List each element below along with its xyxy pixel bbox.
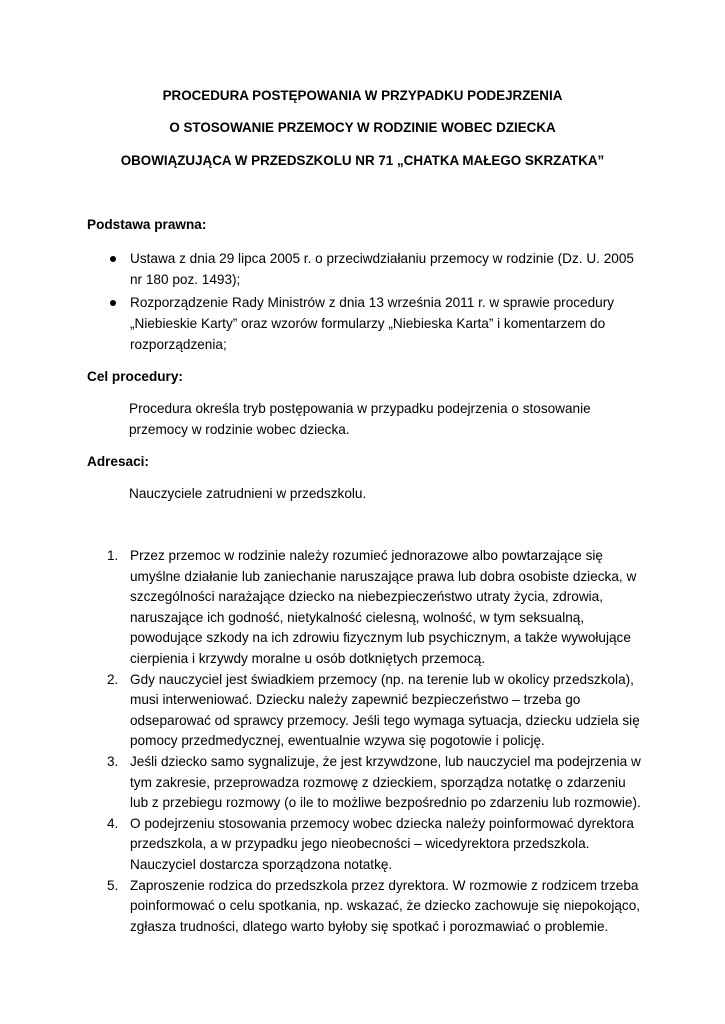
addressees-heading: Adresaci:	[87, 454, 149, 469]
step-text: Zaproszenie rodzica do przedszkola przez dyrektora. W rozmowie z rodzicem trzeba poinformować o celu spotkania, np. wskazać, że dziecko zachowuje się niepokojąco, zgłasza trudności, dlatego warto byłoby się spotkać i porozmawiać o problemie.	[130, 877, 641, 934]
list-item-text: Rozporządzenie Rady Ministrów z dnia 13 września 2011 r. w sprawie procedury „Niebieskie Karty” oraz wzorów formularzy „Niebieska Karta” i komentarzem do rozporządzenia;	[130, 295, 615, 352]
bullet-icon	[110, 256, 116, 262]
bullet-icon	[110, 300, 116, 306]
step-number: 2.	[107, 671, 119, 687]
legal-basis-list	[87, 248, 647, 357]
list-item	[87, 546, 647, 670]
step-number: 1.	[107, 548, 119, 563]
list-item	[87, 752, 647, 814]
step-number: 4.	[107, 815, 119, 831]
list-item-text: Ustawa z dnia 29 lipca 2005 r. o przeciwdziałaniu przemocy w rodzinie (Dz. U. 2005 nr 180 poz. 1493);	[130, 251, 634, 287]
list-item	[87, 814, 647, 876]
procedure-steps	[87, 546, 647, 937]
list-item	[87, 248, 647, 290]
title-line-1: PROCEDURA POSTĘPOWANIA W PRZYPADKU PODEJRZENIA	[162, 88, 563, 103]
list-item	[87, 876, 647, 938]
step-text: Gdy nauczyciel jest świadkiem przemocy (np. na terenie lub w okolicy przedszkola), musi interweniować. Dziecku należy zapewnić bezpieczeństwo – trzeba go odseparować od sprawcy przemocy. Jeśli tego wymaga sytuacja, dziecku udziela się pomocy przedmedycznej, ewentualnie wzywa się pogotowie i policję.	[130, 671, 640, 749]
legal-basis-heading: Podstawa prawna:	[87, 217, 207, 232]
title-line-3: OBOWIĄZUJĄCA W PRZEDSZKOLU NR 71 „CHATKA MAŁEGO SKRZATKA”	[120, 153, 605, 168]
step-text: O podejrzeniu stosowania przemocy wobec dziecka należy poinformować dyrektora przedszkola, a w przypadku jego nieobecności – wicedyrektora przedszkola. Nauczyciel dostarcza sporządzona notatkę.	[130, 815, 634, 872]
step-number: 3.	[107, 753, 119, 769]
goal-text: Procedura określa tryb postępowania w przypadku podejrzenia o stosowanie przemocy w rodzinie wobec dziecka.	[129, 401, 591, 437]
step-text: Przez przemoc w rodzinie należy rozumieć jednorazowe albo powtarzające się umyślne działanie lub zaniechanie naruszające prawa lub dobra osobiste dziecka, w szczególności narażające dziecko na niebezpieczeństwo utraty życia, zdrowia, naruszające ich godność, nietykalność cielesną, wolność, w tym seksualną, powodujące szkody na ich zdrowiu fizycznym lub psychicznym, a także wywołujące cierpienia i krzywdy moralne u osób dotkniętych przemocą.	[130, 548, 637, 666]
step-number: 5.	[107, 877, 119, 893]
step-text: Jeśli dziecko samo sygnalizuje, że jest krzywdzone, lub nauczyciel ma podejrzenia w tym zakresie, przeprowadza rozmowę z dzieckiem, sporządza notatkę o zdarzeniu lub z przebiegu rozmowy (o ile to możliwe bezpośrednio po zdarzeniu lub rozmowie).	[130, 753, 641, 811]
list-item	[87, 670, 647, 752]
title-line-2: O STOSOWANIE PRZEMOCY W RODZINIE WOBEC DZIECKA	[169, 120, 556, 135]
addressees-text: Nauczyciele zatrudnieni w przedszkolu.	[129, 486, 367, 501]
list-item	[87, 292, 647, 355]
goal-heading: Cel procedury:	[87, 369, 183, 384]
